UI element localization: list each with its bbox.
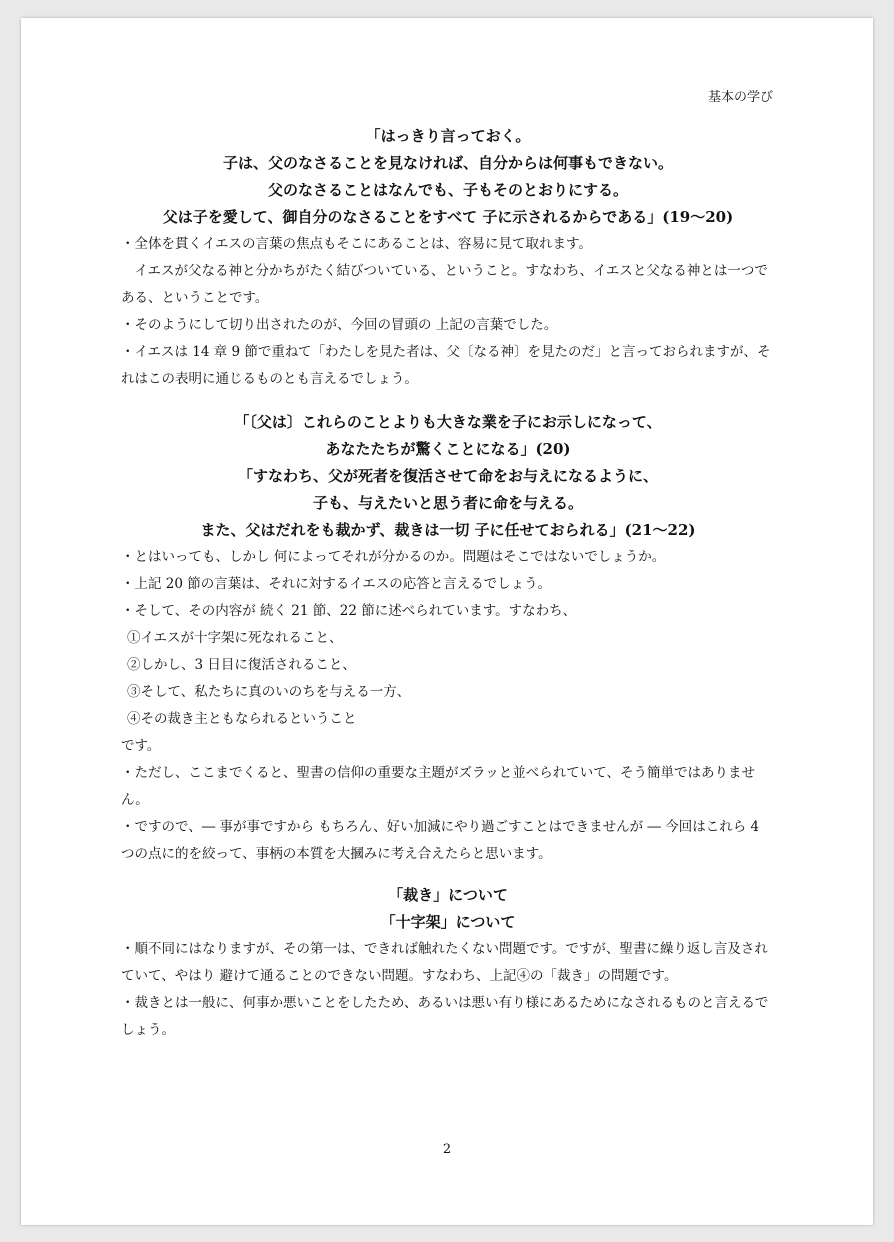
quote-line: 父のなさることはなんでも、子もそのとおりにする。 bbox=[267, 181, 628, 199]
section-title: 「裁き」について bbox=[388, 886, 508, 904]
quote-line: あなたたちが驚くことになる」(20) bbox=[325, 440, 571, 458]
list-item: ④その裁き主ともなられるということ bbox=[127, 711, 357, 727]
quote-line: 「はっきり言っておく。 bbox=[365, 127, 531, 145]
running-header: 基本の学び bbox=[707, 90, 773, 105]
quote-line: 父は子を愛して、御自分のなさることをすべて 子に示されるからである」(19〜20) bbox=[162, 208, 734, 226]
paragraph: ・とはいっても、しかし 何によってそれが分かるのか。問題はそこではないでしょうか。 bbox=[121, 549, 666, 565]
quote-line: 「すなわち、父が死者を復活させて命をお与えになるように、 bbox=[237, 467, 658, 485]
paragraph: イエスが父なる神と分かちがたく結びついている、ということ。すなわち、イエスと父なる神とは一つである、ということです。 bbox=[121, 263, 768, 306]
paragraph: ・全体を貫くイエスの言葉の焦点もそこにあることは、容易に見て取れます。 bbox=[121, 236, 592, 252]
list-item: ③そして、私たちに真のいのちを与える一方、 bbox=[127, 684, 411, 700]
paragraph: ・順不同にはなりますが、その第一は、できれば触れたくない問題です。ですが、聖書に繰り返し言及されていて、やはり 避けて通ることのできない問題。すなわち、上記④の「裁き」の問題です。 bbox=[121, 941, 768, 984]
paragraph: ・ですので、― 事が事ですから もちろん、好い加減にやり過ごすことはできませんが ― 今回はこれら 4 つの点に的を絞って、事柄の本質を大摑みに考え合えたらと思います。 bbox=[121, 819, 760, 862]
list-item: ②しかし、3 日目に復活されること、 bbox=[127, 657, 356, 673]
paragraph: です。 bbox=[121, 738, 161, 754]
list-item: ①イエスが十字架に死なれること、 bbox=[127, 630, 343, 646]
scripture-quote-1 bbox=[121, 123, 775, 231]
quote-line: 「〔父は〕これらのことよりも大きな業を子にお示しになって、 bbox=[234, 413, 662, 431]
scripture-quote-2 bbox=[121, 409, 775, 544]
page-body bbox=[121, 123, 775, 1044]
paragraph: ・上記 20 節の言葉は、それに対するイエスの応答と言えるでしょう。 bbox=[121, 576, 552, 592]
quote-line: また、父はだれをも裁かず、裁きは一切 子に任せておられる」(21〜22) bbox=[200, 521, 696, 539]
page-number: 2 bbox=[442, 1142, 452, 1157]
paragraph: ・イエスは 14 章 9 節で重ねて「わたしを見た者は、父〔なる神〕を見たのだ」と言っておられますが、それはこの表明に通じるものとも言えるでしょう。 bbox=[121, 344, 771, 387]
document-page bbox=[21, 18, 873, 1225]
paragraph: ・裁きとは一般に、何事か悪いことをしたため、あるいは悪い有り様にあるためになされるものと言えるでしょう。 bbox=[121, 995, 769, 1038]
quote-line: 子も、与えたいと思う者に命を与える。 bbox=[312, 494, 583, 512]
quote-line: 子は、父のなさることを見なければ、自分からは何事もできない。 bbox=[222, 154, 673, 172]
section-title: 「十字架」について bbox=[380, 913, 516, 931]
paragraph: ・ただし、ここまでくると、聖書の信仰の重要な主題がズラッと並べられていて、そう簡単ではありません。 bbox=[121, 765, 755, 808]
paragraph: ・そのようにして切り出されたのが、今回の冒頭の 上記の言葉でした。 bbox=[121, 317, 558, 333]
paragraph: ・そして、その内容が 続く 21 節、22 節に述べられています。すなわち、 bbox=[121, 603, 577, 619]
